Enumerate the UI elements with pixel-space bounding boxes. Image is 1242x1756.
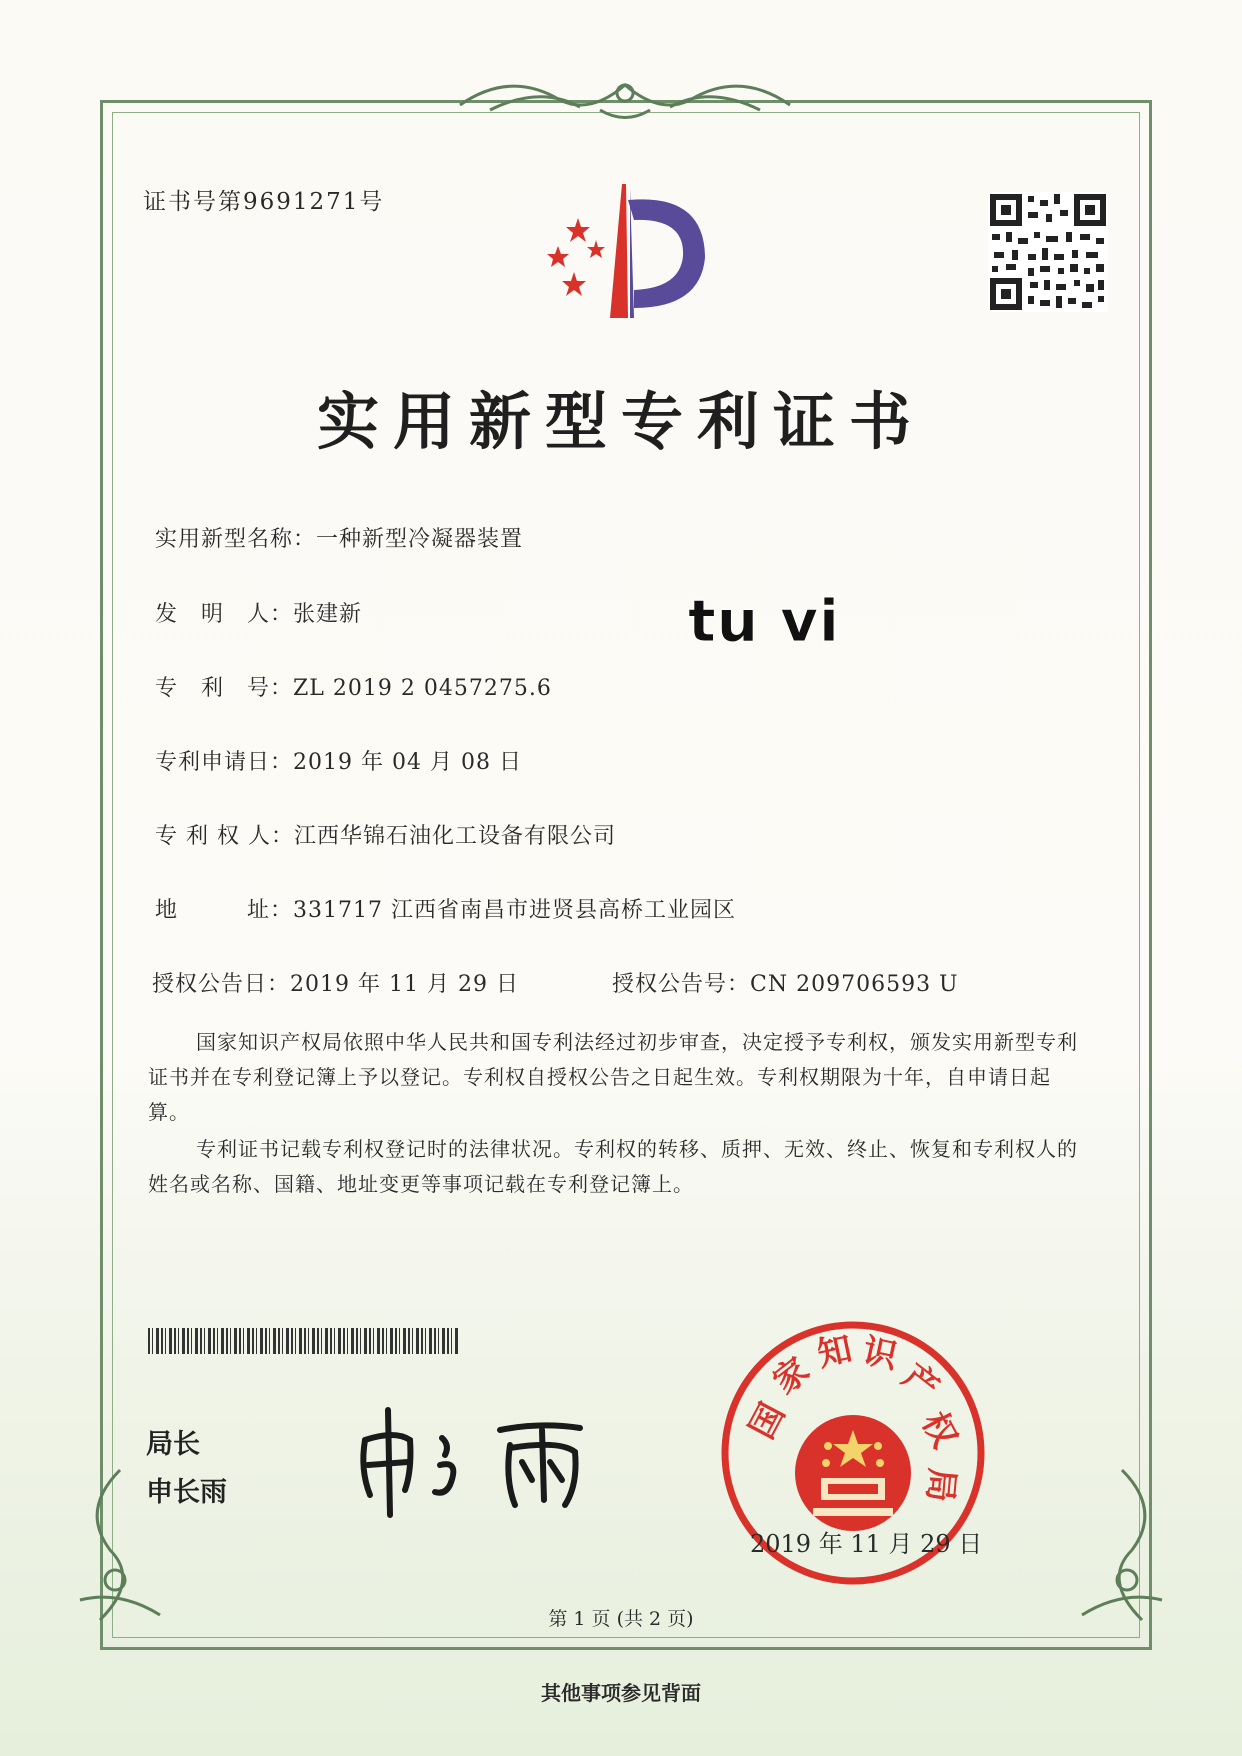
utility-model-name-label: 实用新型名称： xyxy=(155,527,317,552)
watermark-text: tu vi xyxy=(688,587,840,655)
address-label: 地 址： xyxy=(155,898,294,923)
grant-number-label: 授权公告号： xyxy=(612,972,751,997)
patent-logo-icon xyxy=(530,178,720,328)
svg-text:产: 产 xyxy=(894,1356,947,1409)
grant-number-row xyxy=(612,967,959,998)
director-title: 局长 xyxy=(146,1429,200,1460)
back-note: 其他事项参见背面 xyxy=(541,1681,701,1705)
svg-text:知: 知 xyxy=(813,1328,856,1376)
page-indicator: 第 1 页 (共 2 页) xyxy=(548,1608,694,1630)
patent-number-label: 专 利 号： xyxy=(155,676,294,701)
top-ornament-icon xyxy=(450,65,800,125)
body-paragraph-2: 专利证书记载专利权登记时的法律状况。专利权的转移、质押、无效、终止、恢复和专利权人的姓名或名称、国籍、地址变更等事项记载在专利登记簿上。 xyxy=(148,1137,1078,1196)
national-emblem-icon xyxy=(795,1415,911,1531)
patentee-label: 专 利 权 人： xyxy=(155,824,294,849)
filing-date-value: 2019 年 04 月 08 日 xyxy=(293,750,522,775)
patentee-value: 江西华锦石油化工设备有限公司 xyxy=(293,824,616,849)
svg-text:家: 家 xyxy=(765,1349,818,1403)
signature-icon xyxy=(350,1400,620,1520)
svg-text:权: 权 xyxy=(913,1405,965,1455)
address-value: 331717 江西省南昌市进贤县高桥工业园区 xyxy=(293,898,736,923)
inventor-value: 张建新 xyxy=(293,602,363,627)
certificate-number: 证书号第9691271号 xyxy=(143,189,385,215)
patentee-row xyxy=(155,819,616,850)
grant-date-value: 2019 年 11 月 29 日 xyxy=(290,972,519,997)
certificate-title: 实用新型专利证书 xyxy=(316,385,925,458)
utility-model-name-value: 一种新型冷凝器装置 xyxy=(316,527,524,552)
body-paragraph-1: 国家知识产权局依照中华人民共和国专利法经过初步审查，决定授予专利权，颁发实用新型专利证书并在专利登记簿上予以登记。专利权自授权公告之日起生效。专利权期限为十年，自申请日起算。 xyxy=(148,1030,1078,1124)
grant-date-row xyxy=(152,967,519,998)
patent-number-value: ZL 2019 2 0457275.6 xyxy=(293,676,552,701)
filing-date-label: 专利申请日： xyxy=(155,750,294,775)
barcode-icon xyxy=(148,1328,458,1354)
qr-code-icon xyxy=(988,192,1108,312)
inventor-row xyxy=(155,597,362,628)
svg-text:局: 局 xyxy=(919,1466,962,1504)
director-name: 申长雨 xyxy=(146,1477,227,1508)
utility-model-name-row xyxy=(155,522,523,553)
seal-date: 2019 年 11 月 29 日 xyxy=(750,1530,983,1558)
inventor-label: 发 明 人： xyxy=(155,602,294,627)
grant-number-value: CN 209706593 U xyxy=(750,972,959,997)
address-row xyxy=(155,893,736,924)
filing-date-row xyxy=(155,745,522,776)
svg-text:国: 国 xyxy=(741,1396,794,1446)
grant-date-label: 授权公告日： xyxy=(152,972,291,997)
patent-number-row xyxy=(155,671,552,702)
svg-text:识: 识 xyxy=(859,1330,901,1378)
